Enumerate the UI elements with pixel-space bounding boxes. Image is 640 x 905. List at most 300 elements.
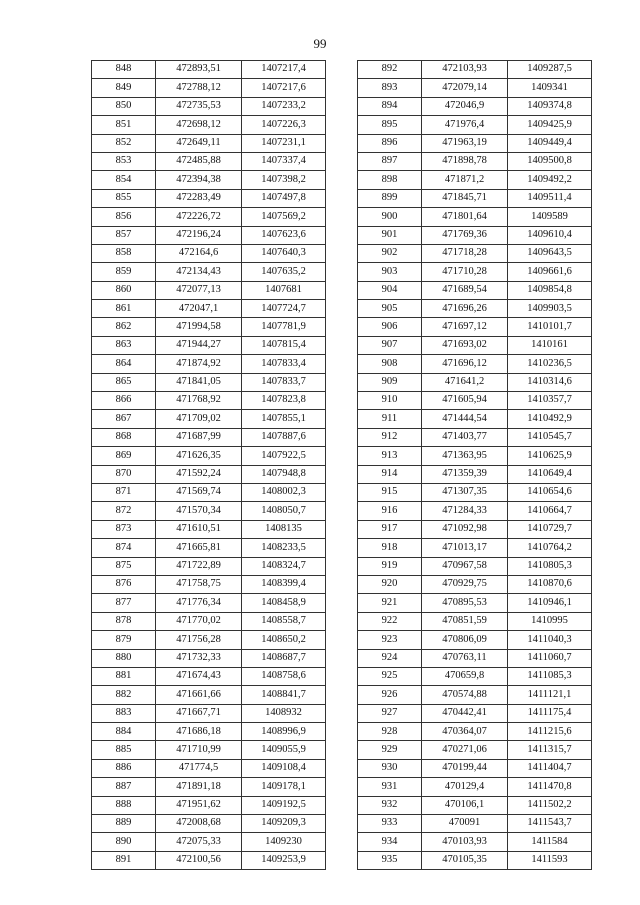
y-coordinate-cell: 1409230 [242,833,326,851]
point-number-cell: 892 [358,61,422,79]
y-coordinate-cell: 1407640,3 [242,244,326,262]
x-coordinate-cell: 471403,77 [422,428,508,446]
point-number-cell: 912 [358,428,422,446]
point-number-cell: 903 [358,263,422,281]
x-coordinate-cell: 471732,33 [156,649,242,667]
x-coordinate-cell: 471976,4 [422,116,508,134]
y-coordinate-cell: 1407681 [242,281,326,299]
table-row [358,79,592,97]
point-number-cell: 932 [358,796,422,814]
y-coordinate-cell: 1410729,7 [508,520,592,538]
y-coordinate-cell: 1411584 [508,833,592,851]
y-coordinate-cell: 1409287,5 [508,61,592,79]
x-coordinate-cell: 471689,54 [422,281,508,299]
point-number-cell: 896 [358,134,422,152]
x-coordinate-cell: 471696,12 [422,355,508,373]
table-row [358,502,592,520]
point-number-cell: 907 [358,336,422,354]
y-coordinate-cell: 1407398,2 [242,171,326,189]
x-coordinate-cell: 471359,39 [422,465,508,483]
y-coordinate-cell: 1410664,7 [508,502,592,520]
y-coordinate-cell: 1409511,4 [508,189,592,207]
y-coordinate-cell: 1409055,9 [242,741,326,759]
x-coordinate-cell: 471841,05 [156,373,242,391]
table-row [92,796,326,814]
point-number-cell: 860 [92,281,156,299]
table-row [92,723,326,741]
table-row [92,355,326,373]
point-number-cell: 897 [358,152,422,170]
y-coordinate-cell: 1410314,6 [508,373,592,391]
point-number-cell: 882 [92,686,156,704]
y-coordinate-cell: 1411175,4 [508,704,592,722]
point-number-cell: 915 [358,483,422,501]
table-row [92,539,326,557]
y-coordinate-cell: 1409449,4 [508,134,592,152]
point-number-cell: 874 [92,539,156,557]
x-coordinate-cell: 472103,93 [422,61,508,79]
point-number-cell: 911 [358,410,422,428]
table-row [358,263,592,281]
point-number-cell: 848 [92,61,156,79]
table-row [92,815,326,833]
x-coordinate-cell: 471570,34 [156,502,242,520]
x-coordinate-cell: 472196,24 [156,226,242,244]
y-coordinate-cell: 1411040,3 [508,631,592,649]
x-coordinate-cell: 471801,64 [422,208,508,226]
point-number-cell: 909 [358,373,422,391]
y-coordinate-cell: 1409492,2 [508,171,592,189]
point-number-cell: 857 [92,226,156,244]
table-row [358,208,592,226]
x-coordinate-cell: 471774,5 [156,759,242,777]
y-coordinate-cell: 1407833,7 [242,373,326,391]
point-number-cell: 856 [92,208,156,226]
table-row [358,815,592,833]
y-coordinate-cell: 1408558,7 [242,612,326,630]
x-coordinate-cell: 472100,56 [156,851,242,869]
point-number-cell: 893 [358,79,422,97]
x-coordinate-cell: 471697,12 [422,318,508,336]
table-row [358,612,592,630]
x-coordinate-cell: 472283,49 [156,189,242,207]
point-number-cell: 901 [358,226,422,244]
point-number-cell: 933 [358,815,422,833]
table-row [358,61,592,79]
table-row [358,465,592,483]
table-row [92,759,326,777]
table-row [358,686,592,704]
table-row [92,392,326,410]
y-coordinate-cell: 1409341 [508,79,592,97]
point-number-cell: 863 [92,336,156,354]
table-row [358,667,592,685]
y-coordinate-cell: 1410625,9 [508,447,592,465]
table-row [92,502,326,520]
x-coordinate-cell: 471963,19 [422,134,508,152]
table-row [92,116,326,134]
y-coordinate-cell: 1408399,4 [242,575,326,593]
point-number-cell: 868 [92,428,156,446]
point-number-cell: 851 [92,116,156,134]
point-number-cell: 890 [92,833,156,851]
table-row [358,520,592,538]
y-coordinate-cell: 1408758,6 [242,667,326,685]
point-number-cell: 886 [92,759,156,777]
point-number-cell: 891 [92,851,156,869]
y-coordinate-cell: 1407922,5 [242,447,326,465]
table-row [92,79,326,97]
x-coordinate-cell: 471693,02 [422,336,508,354]
y-coordinate-cell: 1409192,5 [242,796,326,814]
point-number-cell: 922 [358,612,422,630]
point-number-cell: 876 [92,575,156,593]
table-row [358,796,592,814]
x-coordinate-cell: 472008,68 [156,815,242,833]
y-coordinate-cell: 1411085,3 [508,667,592,685]
y-coordinate-cell: 1408650,2 [242,631,326,649]
x-coordinate-cell: 470659,8 [422,667,508,685]
table-row [92,483,326,501]
y-coordinate-cell: 1409643,5 [508,244,592,262]
table-row [92,244,326,262]
y-coordinate-cell: 1408841,7 [242,686,326,704]
point-number-cell: 887 [92,778,156,796]
table-row [92,318,326,336]
x-coordinate-cell: 472485,88 [156,152,242,170]
x-coordinate-cell: 471994,58 [156,318,242,336]
y-coordinate-cell: 1409854,8 [508,281,592,299]
point-number-cell: 858 [92,244,156,262]
x-coordinate-cell: 471686,18 [156,723,242,741]
point-number-cell: 910 [358,392,422,410]
y-coordinate-cell: 1410101,7 [508,318,592,336]
table-row [92,189,326,207]
x-coordinate-cell: 471092,98 [422,520,508,538]
table-row [358,539,592,557]
y-coordinate-cell: 1407833,4 [242,355,326,373]
y-coordinate-cell: 1407497,8 [242,189,326,207]
x-coordinate-cell: 471641,2 [422,373,508,391]
x-coordinate-cell: 472893,51 [156,61,242,79]
x-coordinate-cell: 471871,2 [422,171,508,189]
table-row [358,741,592,759]
x-coordinate-cell: 471661,66 [156,686,242,704]
point-number-cell: 878 [92,612,156,630]
point-number-cell: 889 [92,815,156,833]
y-coordinate-cell: 1408324,7 [242,557,326,575]
x-coordinate-cell: 470106,1 [422,796,508,814]
table-row [358,97,592,115]
point-number-cell: 934 [358,833,422,851]
y-coordinate-cell: 1407337,4 [242,152,326,170]
table-row [92,373,326,391]
x-coordinate-cell: 471592,24 [156,465,242,483]
table-row [92,649,326,667]
table-row [92,300,326,318]
table-row [92,741,326,759]
table-row [358,281,592,299]
point-number-cell: 870 [92,465,156,483]
y-coordinate-cell: 1410161 [508,336,592,354]
table-row [358,116,592,134]
x-coordinate-cell: 472735,53 [156,97,242,115]
point-number-cell: 859 [92,263,156,281]
x-coordinate-cell: 472134,43 [156,263,242,281]
y-coordinate-cell: 1409610,4 [508,226,592,244]
table-row [92,171,326,189]
y-coordinate-cell: 1407948,8 [242,465,326,483]
y-coordinate-cell: 1407226,3 [242,116,326,134]
table-row [358,778,592,796]
x-coordinate-cell: 471718,28 [422,244,508,262]
point-number-cell: 866 [92,392,156,410]
point-number-cell: 920 [358,575,422,593]
x-coordinate-cell: 470895,53 [422,594,508,612]
x-coordinate-cell: 471674,43 [156,667,242,685]
table-row [92,686,326,704]
table-row [358,649,592,667]
table-row [358,631,592,649]
table-row [92,447,326,465]
table-row [92,410,326,428]
y-coordinate-cell: 1411470,8 [508,778,592,796]
point-number-cell: 871 [92,483,156,501]
table-row [358,575,592,593]
table-row [358,336,592,354]
table-row [358,392,592,410]
x-coordinate-cell: 472698,12 [156,116,242,134]
y-coordinate-cell: 1410805,3 [508,557,592,575]
x-coordinate-cell: 471944,27 [156,336,242,354]
y-coordinate-cell: 1407781,9 [242,318,326,336]
y-coordinate-cell: 1409500,8 [508,152,592,170]
table-row [358,410,592,428]
table-row [92,152,326,170]
table-row [92,226,326,244]
table-row [92,594,326,612]
y-coordinate-cell: 1411502,2 [508,796,592,814]
point-number-cell: 875 [92,557,156,575]
x-coordinate-cell: 471845,71 [422,189,508,207]
point-number-cell: 855 [92,189,156,207]
x-coordinate-cell: 470574,88 [422,686,508,704]
x-coordinate-cell: 472046,9 [422,97,508,115]
point-number-cell: 925 [358,667,422,685]
y-coordinate-cell: 1408135 [242,520,326,538]
x-coordinate-cell: 471769,36 [422,226,508,244]
table-row [358,557,592,575]
x-coordinate-cell: 471626,35 [156,447,242,465]
point-number-cell: 867 [92,410,156,428]
table-row [358,483,592,501]
x-coordinate-cell: 471709,02 [156,410,242,428]
y-coordinate-cell: 1410649,4 [508,465,592,483]
y-coordinate-cell: 1409374,8 [508,97,592,115]
y-coordinate-cell: 1407635,2 [242,263,326,281]
point-number-cell: 852 [92,134,156,152]
x-coordinate-cell: 471569,74 [156,483,242,501]
x-coordinate-cell: 471874,92 [156,355,242,373]
y-coordinate-cell: 1407231,1 [242,134,326,152]
x-coordinate-cell: 470271,06 [422,741,508,759]
y-coordinate-cell: 1411593 [508,851,592,869]
x-coordinate-cell: 471891,18 [156,778,242,796]
y-coordinate-cell: 1407887,6 [242,428,326,446]
x-coordinate-cell: 472079,14 [422,79,508,97]
y-coordinate-cell: 1411404,7 [508,759,592,777]
point-number-cell: 914 [358,465,422,483]
table-row [92,612,326,630]
table-row [358,300,592,318]
point-number-cell: 902 [358,244,422,262]
x-coordinate-cell: 470103,93 [422,833,508,851]
y-coordinate-cell: 1410870,6 [508,575,592,593]
point-number-cell: 881 [92,667,156,685]
point-number-cell: 865 [92,373,156,391]
point-number-cell: 885 [92,741,156,759]
point-number-cell: 904 [358,281,422,299]
x-coordinate-cell: 470806,09 [422,631,508,649]
point-number-cell: 872 [92,502,156,520]
table-row [358,244,592,262]
table-row [358,318,592,336]
table-row [358,594,592,612]
y-coordinate-cell: 1411215,6 [508,723,592,741]
table-row [358,428,592,446]
table-row [92,97,326,115]
table-row [358,189,592,207]
table-row [92,520,326,538]
table-row [358,833,592,851]
table-row [358,152,592,170]
x-coordinate-cell: 471758,75 [156,575,242,593]
table-row [92,778,326,796]
x-coordinate-cell: 470364,07 [422,723,508,741]
point-number-cell: 916 [358,502,422,520]
point-number-cell: 929 [358,741,422,759]
x-coordinate-cell: 470763,11 [422,649,508,667]
x-coordinate-cell: 472649,11 [156,134,242,152]
table-row [358,134,592,152]
x-coordinate-cell: 471710,99 [156,741,242,759]
table-row [92,631,326,649]
table-row [358,355,592,373]
point-number-cell: 862 [92,318,156,336]
table-row [92,833,326,851]
coordinates-table-right [357,60,592,870]
x-coordinate-cell: 472394,38 [156,171,242,189]
y-coordinate-cell: 1408996,9 [242,723,326,741]
point-number-cell: 888 [92,796,156,814]
table-row [92,281,326,299]
y-coordinate-cell: 1409253,9 [242,851,326,869]
x-coordinate-cell: 470442,41 [422,704,508,722]
point-number-cell: 899 [358,189,422,207]
x-coordinate-cell: 470199,44 [422,759,508,777]
x-coordinate-cell: 471307,35 [422,483,508,501]
y-coordinate-cell: 1408932 [242,704,326,722]
x-coordinate-cell: 471284,33 [422,502,508,520]
table-row [92,465,326,483]
y-coordinate-cell: 1410654,6 [508,483,592,501]
x-coordinate-cell: 471722,89 [156,557,242,575]
point-number-cell: 883 [92,704,156,722]
point-number-cell: 928 [358,723,422,741]
y-coordinate-cell: 1409589 [508,208,592,226]
point-number-cell: 869 [92,447,156,465]
y-coordinate-cell: 1411315,7 [508,741,592,759]
y-coordinate-cell: 1410492,9 [508,410,592,428]
table-row [358,226,592,244]
y-coordinate-cell: 1409209,3 [242,815,326,833]
point-number-cell: 931 [358,778,422,796]
point-number-cell: 921 [358,594,422,612]
point-number-cell: 926 [358,686,422,704]
x-coordinate-cell: 472788,12 [156,79,242,97]
table-row [358,851,592,869]
x-coordinate-cell: 471665,81 [156,539,242,557]
x-coordinate-cell: 472077,13 [156,281,242,299]
point-number-cell: 908 [358,355,422,373]
table-row [358,704,592,722]
x-coordinate-cell: 471605,94 [422,392,508,410]
y-coordinate-cell: 1411121,1 [508,686,592,704]
point-number-cell: 894 [358,97,422,115]
x-coordinate-cell: 471951,62 [156,796,242,814]
x-coordinate-cell: 470129,4 [422,778,508,796]
table-row [92,61,326,79]
y-coordinate-cell: 1407823,8 [242,392,326,410]
point-number-cell: 917 [358,520,422,538]
x-coordinate-cell: 470929,75 [422,575,508,593]
y-coordinate-cell: 1409661,6 [508,263,592,281]
y-coordinate-cell: 1410946,1 [508,594,592,612]
point-number-cell: 930 [358,759,422,777]
y-coordinate-cell: 1407233,2 [242,97,326,115]
y-coordinate-cell: 1407569,2 [242,208,326,226]
x-coordinate-cell: 470851,59 [422,612,508,630]
y-coordinate-cell: 1408687,7 [242,649,326,667]
x-coordinate-cell: 471898,78 [422,152,508,170]
table-row [92,263,326,281]
table-row [92,336,326,354]
x-coordinate-cell: 470091 [422,815,508,833]
x-coordinate-cell: 470105,35 [422,851,508,869]
x-coordinate-cell: 471610,51 [156,520,242,538]
point-number-cell: 861 [92,300,156,318]
x-coordinate-cell: 472075,33 [156,833,242,851]
point-number-cell: 850 [92,97,156,115]
table-row [358,171,592,189]
point-number-cell: 854 [92,171,156,189]
y-coordinate-cell: 1410357,7 [508,392,592,410]
table-row [92,134,326,152]
y-coordinate-cell: 1407623,6 [242,226,326,244]
x-coordinate-cell: 470967,58 [422,557,508,575]
point-number-cell: 905 [358,300,422,318]
table-row [358,759,592,777]
point-number-cell: 927 [358,704,422,722]
table-row [92,557,326,575]
y-coordinate-cell: 1408002,3 [242,483,326,501]
point-number-cell: 849 [92,79,156,97]
point-number-cell: 919 [358,557,422,575]
point-number-cell: 913 [358,447,422,465]
y-coordinate-cell: 1409108,4 [242,759,326,777]
y-coordinate-cell: 1408458,9 [242,594,326,612]
y-coordinate-cell: 1409178,1 [242,778,326,796]
